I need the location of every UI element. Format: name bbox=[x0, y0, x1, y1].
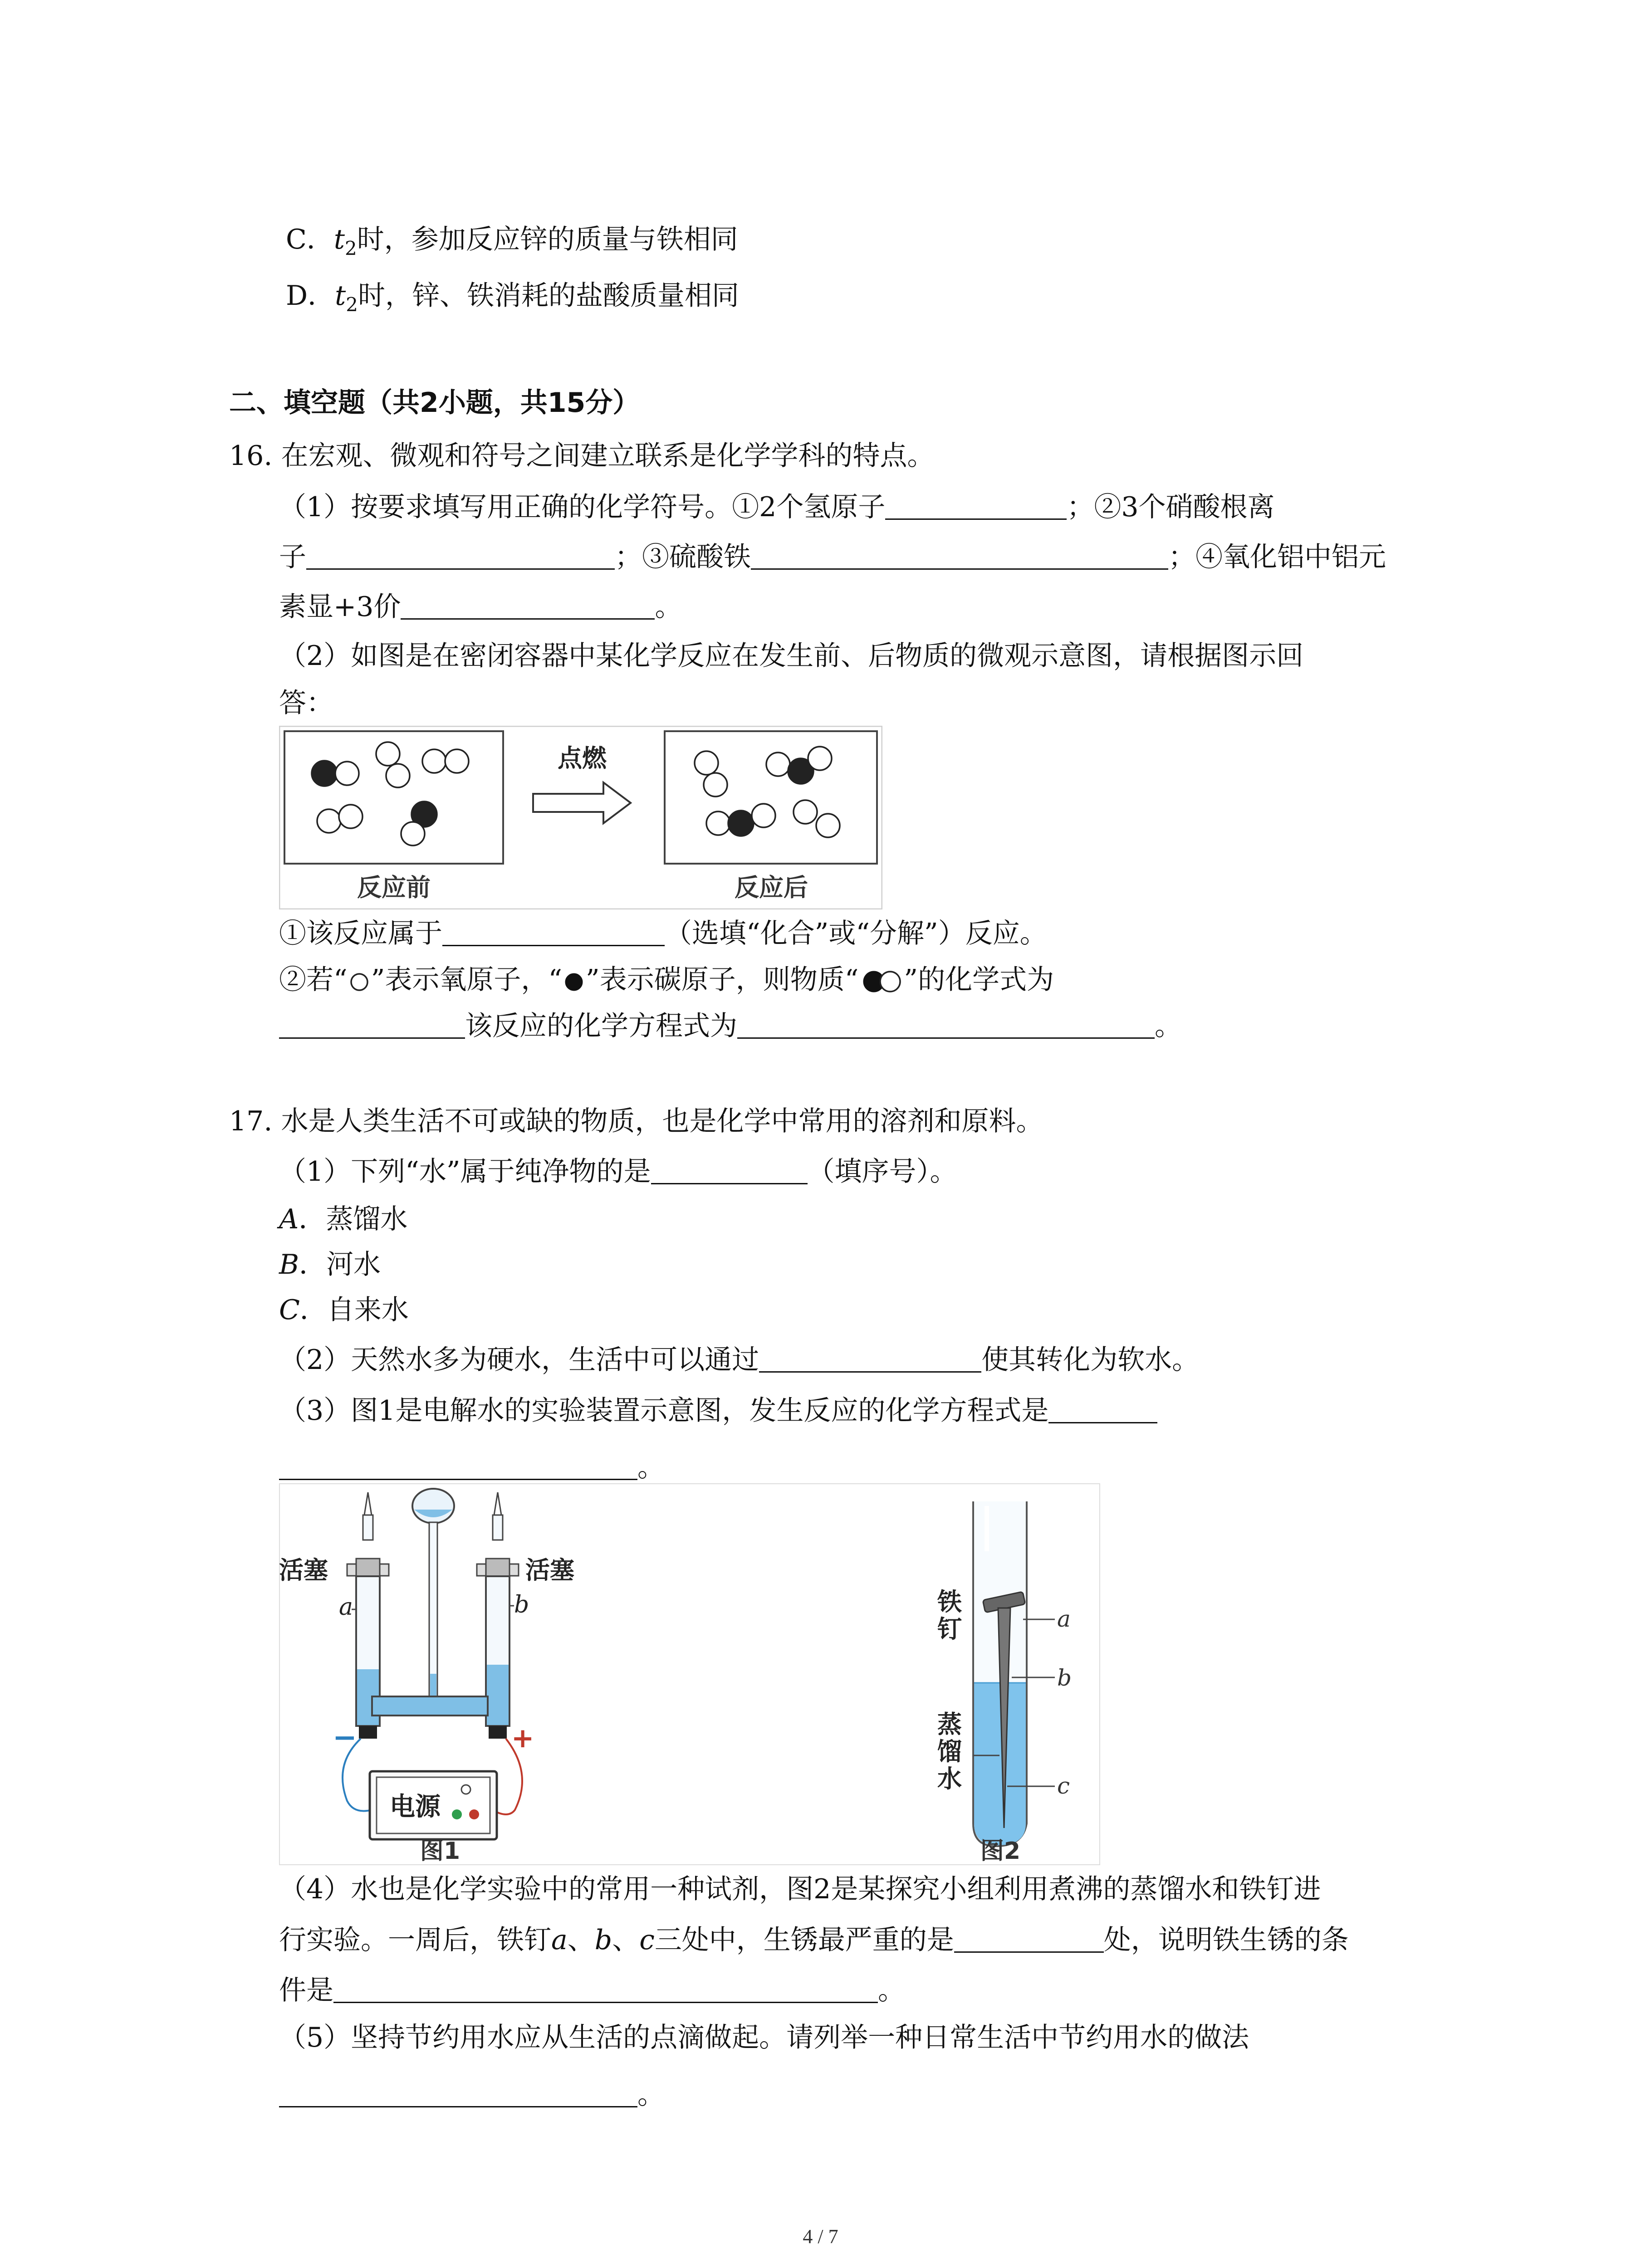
answer-blank-reaction-type[interactable] bbox=[442, 918, 665, 946]
q16-s2-text-b: ”表示氧原子，“ bbox=[371, 964, 563, 996]
q16-sub1 bbox=[279, 915, 1047, 952]
var-c: c bbox=[639, 1924, 655, 1956]
q17-p3-end: 。 bbox=[637, 1452, 665, 1483]
minus-label: − bbox=[333, 1721, 357, 1755]
answer-blank-pure-water[interactable] bbox=[651, 1156, 808, 1184]
q17-p3-text: （3）图1是电解水的实验装置示意图，发生反应的化学方程式是 bbox=[279, 1395, 1049, 1427]
q17-part4-line2 bbox=[279, 1922, 1349, 1958]
after-box bbox=[665, 731, 877, 864]
q15-option-d bbox=[286, 278, 739, 314]
q15-option-c bbox=[286, 221, 738, 258]
q16-p1-text-a: （1）按要求填写用正确的化学符号。①2个氢原子 bbox=[279, 491, 886, 523]
q17-stem: 17. 水是人类生活不可或缺的物质，也是化学中常用的溶剂和原料。 bbox=[229, 1105, 1043, 1137]
reaction-micro-figure bbox=[279, 726, 882, 909]
option-c-text: 时，参加反应锌的质量与铁相同 bbox=[357, 224, 738, 255]
option-b-text: ．河水 bbox=[299, 1249, 381, 1281]
q16-s1-text-b: （选填“化合”或“分解”）反应。 bbox=[665, 918, 1047, 949]
q17-part4-line3 bbox=[279, 1972, 905, 2009]
option-letter-a: A bbox=[279, 1203, 299, 1235]
q16-part1-line1 bbox=[279, 489, 1275, 525]
answer-blank-hydrogen[interactable] bbox=[885, 491, 1067, 520]
sub-2: 2 bbox=[345, 237, 357, 259]
answer-blank-electrolysis-1[interactable] bbox=[1048, 1395, 1157, 1423]
option-c-text: ．自来水 bbox=[299, 1294, 409, 1326]
after-label: 反应后 bbox=[735, 873, 808, 902]
option-letter-c: C bbox=[279, 1294, 300, 1326]
q17-part1 bbox=[279, 1154, 957, 1190]
option-letter-b: B bbox=[279, 1249, 299, 1281]
q17-part3 bbox=[279, 1393, 1157, 1429]
answer-blank-nitrate[interactable] bbox=[306, 541, 615, 570]
option-d-text: 时，锌、铁消耗的盐酸质量相同 bbox=[358, 280, 739, 312]
q16-sub3 bbox=[279, 1008, 1182, 1044]
q17-part4-line1: （4）水也是化学实验中的常用一种试剂，图2是某探究小组利用煮沸的蒸馏水和铁钉进 bbox=[279, 1873, 1321, 1905]
fig2-caption: 图2 bbox=[980, 1838, 1021, 1865]
q17-p2-text-a: （2）天然水多为硬水，生活中可以通过 bbox=[279, 1344, 759, 1376]
q17-part3-cont bbox=[279, 1449, 665, 1486]
var-a: a bbox=[551, 1924, 568, 1956]
sep: 、 bbox=[612, 1924, 640, 1956]
power-label: 电源 bbox=[390, 1792, 441, 1822]
q17-p2-text-b: 使其转化为软水。 bbox=[981, 1344, 1200, 1376]
q17-p1-text: （1）下列“水”属于纯净物的是 bbox=[279, 1156, 651, 1188]
q16-p1-text-b: ；②3个硝酸根离 bbox=[1067, 491, 1275, 523]
q16-p1-text-f: 素显+3价 bbox=[279, 591, 401, 623]
point-b-label: b bbox=[1057, 1665, 1072, 1691]
tube-a-label: a bbox=[339, 1593, 353, 1621]
q17-p1-end: （填序号）。 bbox=[807, 1156, 957, 1188]
q17-p5-end: 。 bbox=[637, 2079, 665, 2111]
q17-option-a bbox=[279, 1201, 407, 1237]
q16-p1-text-g: 。 bbox=[655, 591, 682, 623]
nail-label: 铁钉 bbox=[937, 1588, 962, 1643]
q16-s3-text-b: 。 bbox=[1155, 1010, 1182, 1042]
answer-blank-soften[interactable] bbox=[759, 1344, 981, 1373]
q16-p1-text-c: 子 bbox=[279, 541, 306, 573]
answer-blank-aluminum-valence[interactable] bbox=[401, 591, 655, 620]
stopcock-left-label: 活塞 bbox=[279, 1556, 328, 1584]
sep: 、 bbox=[567, 1924, 595, 1956]
stopcock-right-label: 活塞 bbox=[525, 1556, 574, 1584]
plus-label: + bbox=[511, 1722, 534, 1754]
var-t: t bbox=[335, 280, 346, 312]
co-molecule-icon bbox=[858, 969, 904, 994]
q17-p4-text-b2: 三处中，生锈最严重的是 bbox=[654, 1924, 954, 1956]
q16-part1-line3 bbox=[279, 589, 682, 625]
q16-s3-text-a: 该反应的化学方程式为 bbox=[465, 1010, 737, 1042]
q16-p1-text-d: ；③硫酸铁 bbox=[615, 541, 751, 573]
answer-blank-save-water[interactable] bbox=[279, 2079, 637, 2107]
answer-blank-formula[interactable] bbox=[279, 1010, 465, 1039]
q16-part2-line2: 答： bbox=[279, 687, 333, 719]
black-circle-icon bbox=[562, 971, 586, 993]
answer-blank-rust-location[interactable] bbox=[954, 1924, 1104, 1953]
answer-blank-equation[interactable] bbox=[737, 1010, 1155, 1039]
white-circle-icon bbox=[348, 971, 371, 993]
option-d-letter: D． bbox=[286, 280, 335, 312]
answer-blank-rust-condition[interactable] bbox=[333, 1975, 878, 2003]
q17-part5: （5）坚持节约用水应从生活的点滴做起。请列举一种日常生活中节约用水的做法 bbox=[279, 2022, 1249, 2053]
answer-blank-electrolysis-2[interactable] bbox=[279, 1452, 637, 1480]
q16-part2-line1: （2）如图是在密闭容器中某化学反应在发生前、后物质的微观示意图，请根据图示回 bbox=[279, 640, 1304, 672]
q17-option-b bbox=[279, 1246, 381, 1283]
section-title: 二、填空题（共2小题，共15分） bbox=[229, 387, 640, 419]
carbon-atom bbox=[312, 761, 337, 786]
q16-p1-text-e: ；④氧化铝中铝元 bbox=[1168, 541, 1386, 573]
fig1-caption: 图1 bbox=[420, 1838, 460, 1865]
water-figures bbox=[279, 1483, 1100, 1865]
var-t: t bbox=[333, 224, 345, 255]
point-c-label: c bbox=[1057, 1773, 1070, 1799]
q17-p4-text-b3: 处，说明铁生锈的条 bbox=[1103, 1924, 1349, 1956]
q17-p4-text-c2: 。 bbox=[878, 1975, 905, 2006]
q16-s2-text-a: ②若“ bbox=[279, 964, 348, 996]
before-label: 反应前 bbox=[357, 873, 431, 902]
q17-part5-cont bbox=[279, 2077, 665, 2113]
q17-p4-text-b1: 行实验。一周后，铁钉 bbox=[279, 1924, 551, 1956]
q16-part1-line2 bbox=[279, 539, 1386, 575]
point-a-label: a bbox=[1057, 1606, 1071, 1632]
q16-s1-text-a: ①该反应属于 bbox=[279, 918, 442, 949]
option-a-text: ．蒸馏水 bbox=[299, 1203, 408, 1235]
q17-option-c bbox=[279, 1292, 409, 1328]
option-c-letter: C． bbox=[286, 224, 334, 255]
page-number: 4 / 7 bbox=[803, 2225, 838, 2248]
q16-s2-text-c: ”表示碳原子，则物质“ bbox=[586, 964, 859, 996]
q16-sub2 bbox=[279, 962, 1054, 998]
tube-b-label: b bbox=[514, 1591, 529, 1618]
sub-2: 2 bbox=[346, 293, 358, 316]
answer-blank-iron-sulfate[interactable] bbox=[751, 541, 1168, 570]
q16-stem: 16. 在宏观、微观和符号之间建立联系是化学学科的特点。 bbox=[229, 440, 935, 472]
arrow-label: 点燃 bbox=[558, 744, 607, 772]
var-b: b bbox=[594, 1924, 612, 1956]
distilled-water-label: 蒸馏水 bbox=[937, 1710, 962, 1793]
q17-p4-text-c1: 件是 bbox=[279, 1975, 333, 2006]
q17-part2 bbox=[279, 1342, 1199, 1378]
q16-s2-text-d: ”的化学式为 bbox=[904, 964, 1054, 996]
